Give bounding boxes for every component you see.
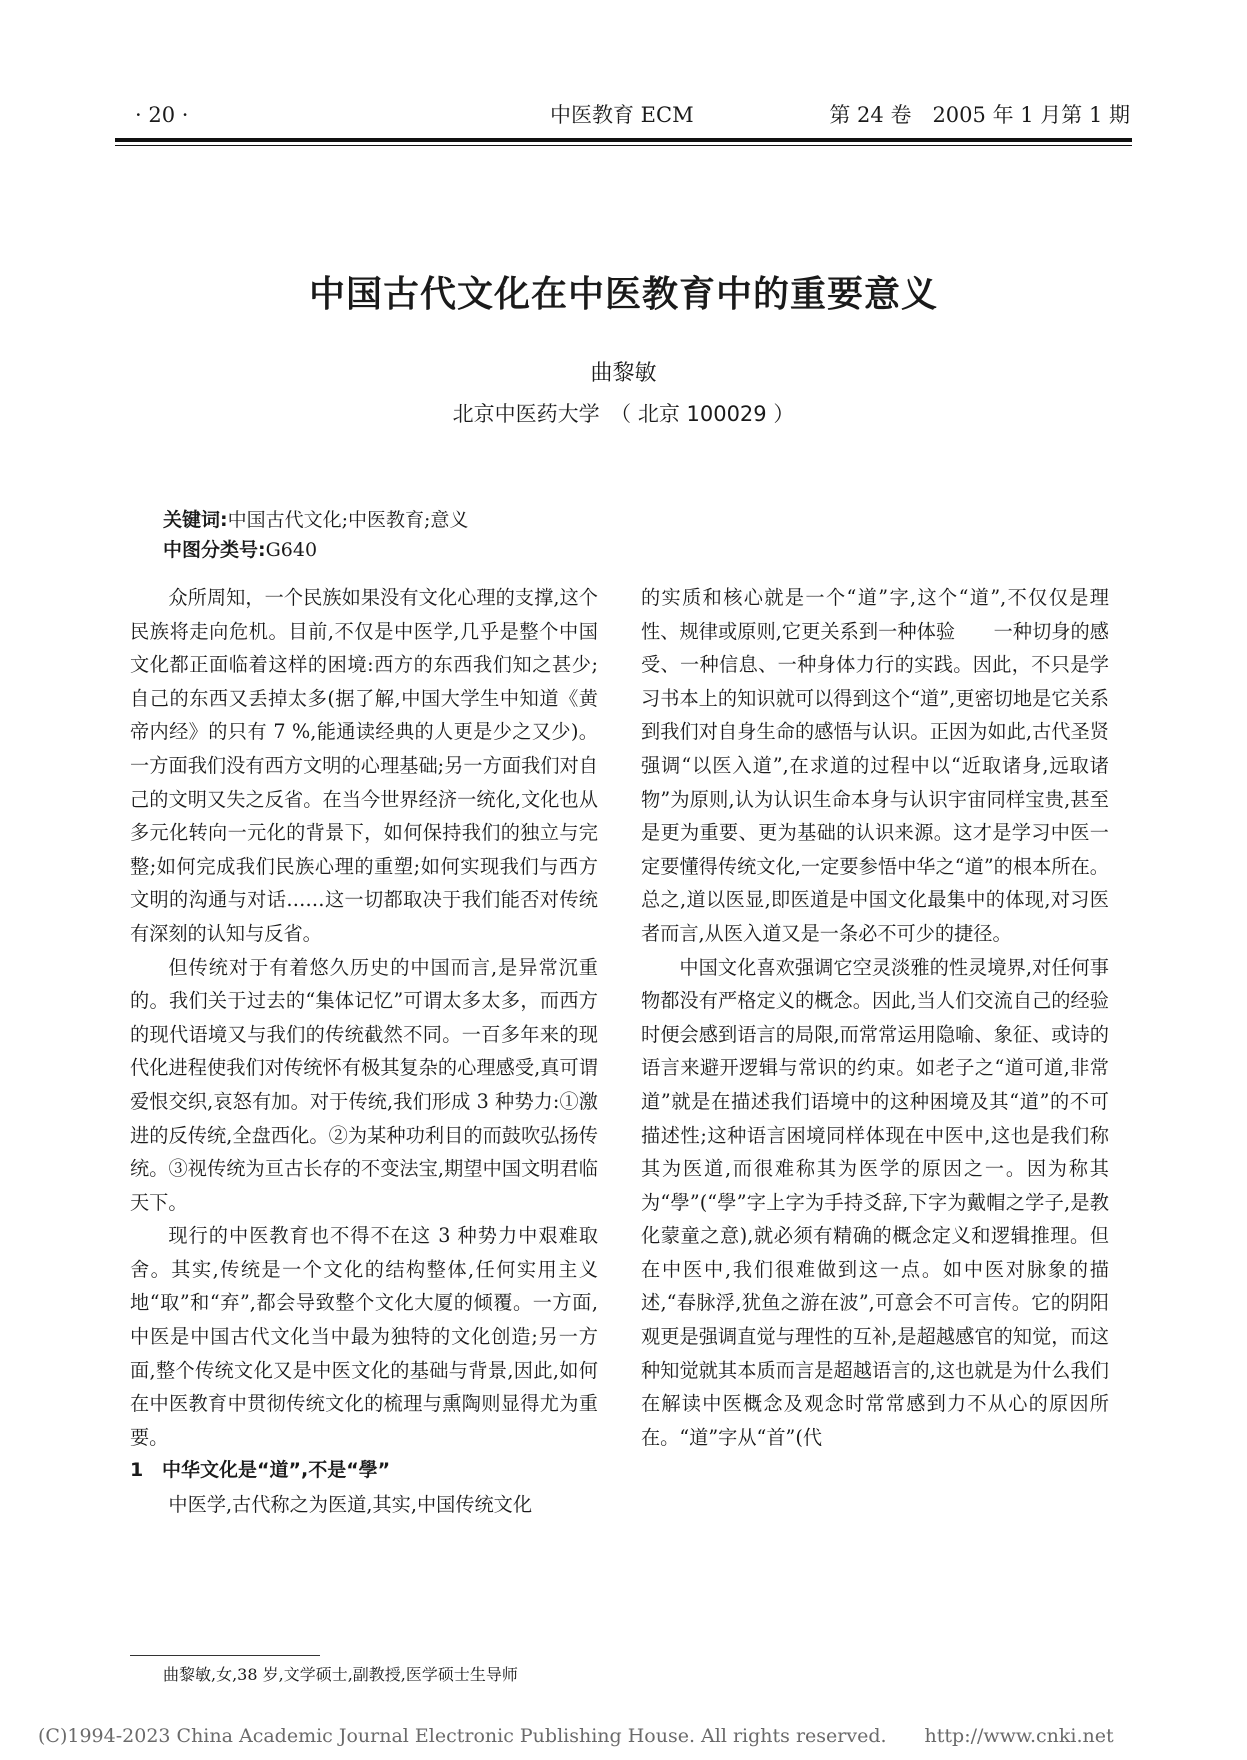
page-number: · 20 · bbox=[135, 103, 189, 127]
footnote-rule bbox=[130, 1655, 320, 1656]
keywords bbox=[163, 505, 468, 535]
classification-label: 中图分类号: bbox=[163, 539, 266, 561]
body-column-left bbox=[130, 581, 598, 1522]
author-name: 曲黎敏 bbox=[590, 361, 657, 386]
paragraph: 中国文化喜欢强调它空灵淡雅的性灵境界,对任何事物都没有严格定义的概念。因此,当人们交流自己的经验时便会感到语言的局限,而常常运用隐喻、象征、或诗的语言来避开逻辑与常识的约束。如老子之“道可道,非常道”就是在描述我们语境中的这种困境及其“道”的不可描述性;这种语言困境同样体现在中医中,这也是我们称其为医道,而很难称其为医学的原因之一。因为称其为“學”(“學”字上字为手持爻辞,下字为戴帽之学子,是教化蒙童之意),就必须有精确的概念定义和逻辑推理。但在中医中,我们很难做到这一点。如中医对脉象的描述,“春脉浮,犹鱼之游在波”,可意会不可言传。它的阴阳观更是强调直觉与理性的互补,是超越感官的知觉，而这种知觉就其本质而言是超越语言的,这也就是为什么我们在解读中医概念及观念时常常感到力不从心的原因所在。“道”字从“首”(代 bbox=[641, 955, 1109, 1449]
author-footnote: 曲黎敏,女,38 岁,文学硕士,副教授,医学硕士生导师 bbox=[163, 1665, 518, 1684]
author-affiliation: 北京中医药大学 （ 北京 100029 ） bbox=[452, 402, 795, 426]
section-title: 中华文化是“道”,不是“學” bbox=[162, 1459, 391, 1482]
section-number: 1 bbox=[130, 1459, 144, 1482]
paragraph: 的实质和核心就是一个“道”字,这个“道”,不仅仅是理性、规律或原则,它更关系到一种体验 一种切身的感受、一种信息、一种身体力行的实践。因此，不只是学习书本上的知识就可以得到这个“道”,更密切地是它关系到我们对自身生命的感悟与认识。正因为如此,古代圣贤强调“以医入道”,在求道的过程中以“近取诸身,远取诸物”为原则,认为认识生命本身与认识宇宙同样宝贵,甚至是更为重要、更为基础的认识来源。这才是学习中医一定要懂得传统文化,一定要参悟中华之“道”的根本所在。总之,道以医显,即医道是中国文化最集中的体现,对习医者而言,从医入道又是一条必不可少的捷径。 bbox=[641, 586, 1109, 945]
article-title: 中国古代文化在中医教育中的重要意义 bbox=[308, 274, 938, 315]
paragraph: 现行的中医教育也不得不在这 3 种势力中艰难取舍。其实,传统是一个文化的结构整体,任何实用主义地“取”和“弃”,都会导致整个文化大厦的倾覆。一方面,中医是中国古代文化当中最为独特的文化创造;另一方面,整个传统文化又是中医文化的基础与背景,因此,如何在中医教育中贯彻传统文化的梳理与熏陶则显得尤为重要。 bbox=[130, 1224, 598, 1449]
journal-name: 中医教育 ECM bbox=[550, 103, 694, 127]
paragraph: 众所周知，一个民族如果没有文化心理的支撑,这个民族将走向危机。目前,不仅是中医学,几乎是整个中国文化都正面临着这样的困境:西方的东西我们知之甚少;自己的东西又丢掉太多(据了解,中国大学生中知道《黄帝内经》的只有 7 %,能通读经典的人更是少之又少)。一方面我们没有西方文明的心理基础;另一方面我们对自己的文明又失之反省。在当今世界经济一统化,文化也从多元化转向一元化的背景下，如何保持我们的独立与完整;如何完成我们民族心理的重塑;如何实现我们与西方文明的沟通与对话……这一切都取决于我们能否对传统有深刻的认知与反省。 bbox=[130, 586, 598, 945]
body-column-right bbox=[641, 581, 1109, 1454]
classification bbox=[163, 535, 317, 565]
paragraph: 中医学,古代称之为医道,其实,中国传统文化 bbox=[168, 1493, 533, 1517]
volume-issue: 第 24 卷 2005 年 1 月第 1 期 bbox=[829, 103, 1130, 127]
section-heading bbox=[130, 1454, 598, 1488]
keywords-label: 关键词: bbox=[163, 509, 228, 531]
paragraph: 但传统对于有着悠久历史的中国而言,是异常沉重的。我们关于过去的“集体记忆”可谓太多太多，而西方的现代语境又与我们的传统截然不同。一百多年来的现代化进程使我们对传统怀有极其复杂的心理感受,真可谓爱恨交织,哀怒有加。对于传统,我们形成 3 种势力:①激进的反传统,全盘西化。②为某种功利目的而鼓吹弘扬传统。③视传统为亘古长存的不变法宝,期望中国文明君临天下。 bbox=[130, 955, 598, 1214]
running-header bbox=[115, 100, 1132, 140]
header-rule-thick bbox=[115, 138, 1132, 142]
header-rule-thin bbox=[115, 145, 1132, 146]
keywords-text: 中国古代文化;中医教育;意义 bbox=[227, 509, 469, 531]
copyright-notice: (C)1994-2023 China Academic Journal Electronic Publishing House. All rights reserved. http://www.cnki.net bbox=[38, 1725, 1114, 1747]
classification-text: G640 bbox=[265, 539, 318, 561]
